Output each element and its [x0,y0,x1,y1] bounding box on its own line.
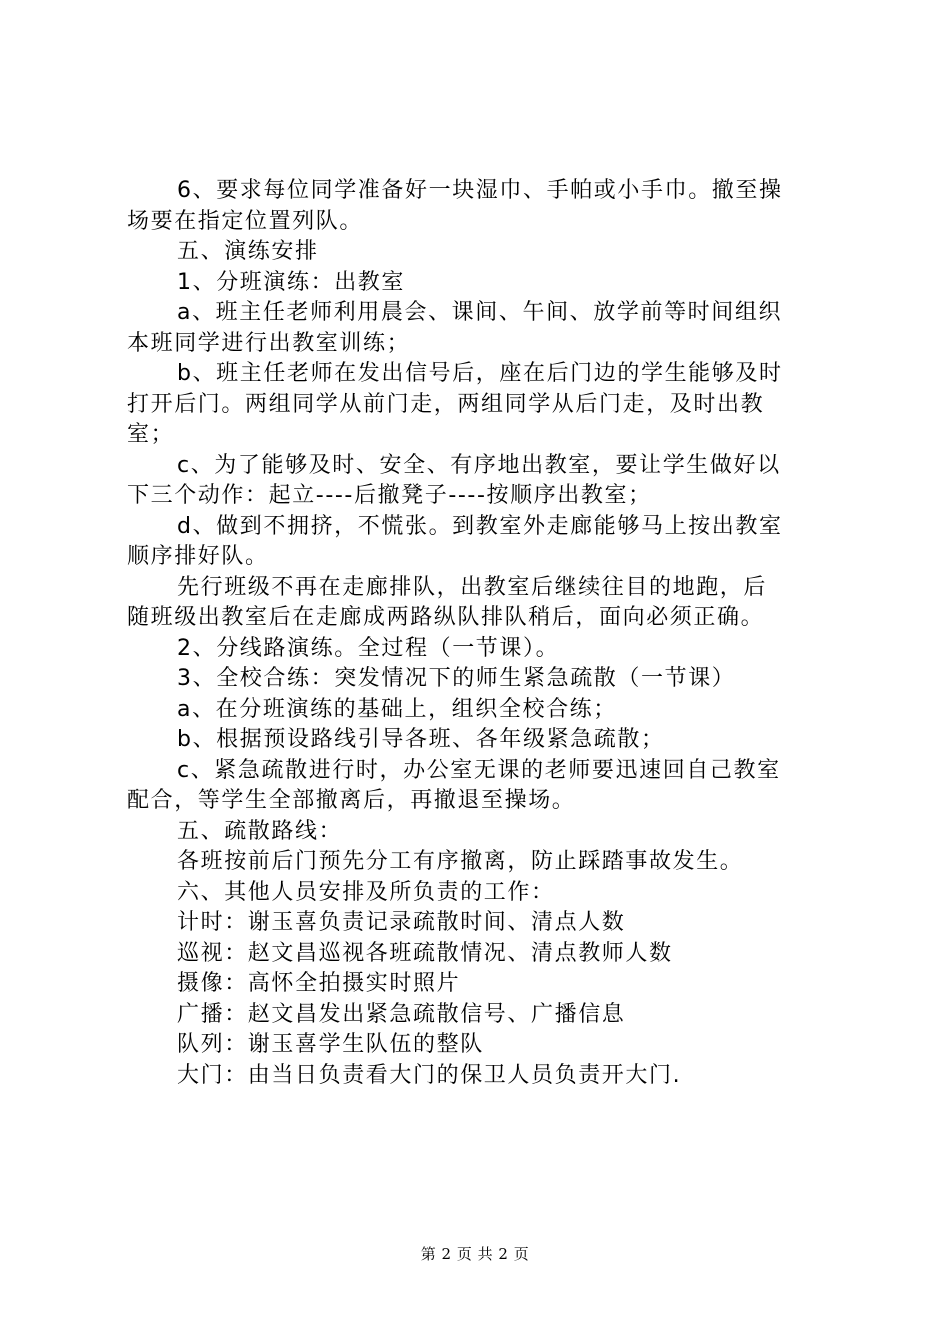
paragraph [173,725,833,756]
paragraph [127,756,833,817]
paragraph-line: a、在分班演练的基础上，组织全校合练； [177,696,617,722]
paragraph-line: b、班主任老师在发出信号后，座在后门边的学生能够及时 [177,361,783,386]
paragraph-line: 计时：谢玉喜负责记录疏散时间、清点人数 [177,910,626,935]
paragraph [173,939,833,970]
paragraph [173,1000,833,1031]
paragraph [127,573,833,634]
paragraph-line: 2、分线路演练。全过程（一节课）。 [177,635,560,661]
paragraph [173,817,833,848]
paragraph-line: 各班按前后门预先分工有序撤离，防止踩踏事故发生。 [177,849,744,874]
paragraph-line: 室； [127,422,175,447]
paragraph [173,847,833,878]
paragraph [173,664,833,695]
paragraph-line: 广播：赵文昌发出紧急疏散信号、广播信息 [177,1001,626,1027]
paragraph [173,634,833,665]
paragraph-line: 大门：由当日负责看大门的保卫人员负责开大门. [177,1062,682,1088]
paragraph [173,237,833,268]
paragraph [173,908,833,939]
paragraph-line: a、班主任老师利用晨会、课间、午间、放学前等时间组织 [177,300,783,325]
paragraph-line: 配合，等学生全部撤离后，再撤退至操场。 [127,788,576,813]
paragraph [173,695,833,726]
paragraph-line: c、为了能够及时、安全、有序地出教室，要让学生做好以 [177,452,781,478]
paragraph-line: 先行班级不再在走廊排队，出教室后继续往目的地跑，后 [177,574,768,600]
paragraph-line: 1、分班演练：出教室 [177,269,405,295]
paragraph-line: d、做到不拥挤，不慌张。到教室外走廊能够马上按出教室 [177,513,783,539]
paragraph [127,298,833,359]
paragraph-line: 巡视：赵文昌巡视各班疏散情况、清点教师人数 [177,940,673,966]
paragraph [173,1030,833,1061]
paragraph-line: 本班同学进行出教室训练； [127,330,411,356]
paragraph [127,451,833,512]
paragraph [173,1061,833,1092]
paragraph [127,512,833,573]
paragraph [173,969,833,1000]
paragraph-line: c、紧急疏散进行时，办公室无课的老师要迅速回自己教室 [177,757,781,783]
paragraph-line: 顺序排好队。 [127,544,269,569]
paragraph-line: 队列：谢玉喜学生队伍的整队 [177,1032,484,1057]
paragraph-line: 打开后门。两组同学从前门走，两组同学从后门走，及时出教 [127,391,765,417]
paragraph-line: 3、全校合练：突发情况下的师生紧急疏散（一节课） [177,666,736,691]
paragraph [127,359,833,451]
paragraph [173,878,833,909]
paragraph-line: 场要在指定位置列队。 [127,208,364,234]
page-footer: 第 2 页 共 2 页 [420,1245,530,1263]
paragraph-line: 下三个动作：起立----后撤凳子----按顺序出教室； [127,483,652,508]
paragraph-line: b、根据预设路线引导各班、各年级紧急疏散； [177,727,665,752]
paragraph-line: 摄像：高怀全拍摄实时照片 [177,971,461,996]
paragraph-line: 随班级出教室后在走廊成两路纵队排队稍后，面向必须正确。 [127,605,765,630]
paragraph-line: 五、疏散路线： [177,818,343,844]
paragraph [127,176,833,237]
paragraph-line: 6、要求每位同学准备好一块湿巾、手帕或小手巾。撤至操 [177,178,783,203]
document-body [127,176,833,1091]
paragraph-line: 五、演练安排 [177,239,319,264]
paragraph [173,268,833,299]
paragraph-line: 六、其他人员安排及所负责的工作： [177,879,555,905]
